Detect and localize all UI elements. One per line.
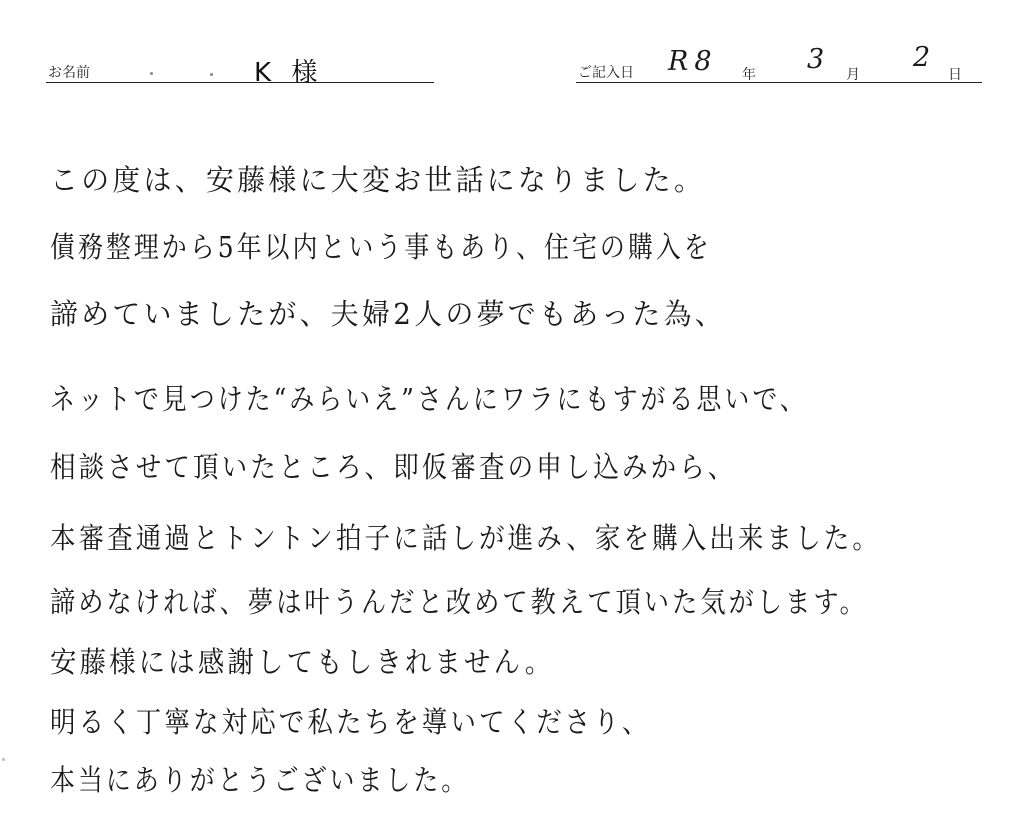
body-line: ネットで見つけた“みらいえ”さんにワラにもすがる思いで、 <box>50 382 808 416</box>
date-label: ご記入日 <box>578 65 634 81</box>
body-line: この度は、安藤様に大変お世話になりました。 <box>50 163 706 197</box>
month-unit: 月 <box>846 67 860 83</box>
body-line: 本審査通過とトントン拍子に話しが進み、家を購入出来ました。 <box>50 521 881 555</box>
day-unit: 日 <box>948 67 962 83</box>
body-line: 諦めなければ、夢は叶うんだと改めて教えて頂いた気がします。 <box>50 585 868 619</box>
body-line: 諦めていましたが、夫婦2人の夢でもあった為、 <box>50 297 727 331</box>
date-underline <box>576 82 982 83</box>
name-underline <box>46 82 434 83</box>
name-label: お名前 <box>48 65 90 81</box>
body-line: 本当にありがとうございました。 <box>50 763 470 797</box>
scan-speck <box>2 758 5 761</box>
customer-name: K 様 <box>254 58 324 88</box>
body-line: 安藤様には感謝してもしきれません。 <box>50 645 555 679</box>
date-day: 2 <box>913 42 931 73</box>
body-line: 債務整理から5年以内という事もあり、住宅の購入を <box>50 230 712 264</box>
body-line: 明るく丁寧な対応で私たちを導いてくださり、 <box>50 705 651 739</box>
date-month: 3 <box>807 44 825 75</box>
date-era: R8 <box>668 46 718 77</box>
stray-mark <box>150 72 153 75</box>
year-unit: 年 <box>742 67 756 83</box>
stray-mark <box>210 73 213 76</box>
body-line: 相談させて頂いたところ、即仮審査の申し込みから、 <box>50 450 737 484</box>
